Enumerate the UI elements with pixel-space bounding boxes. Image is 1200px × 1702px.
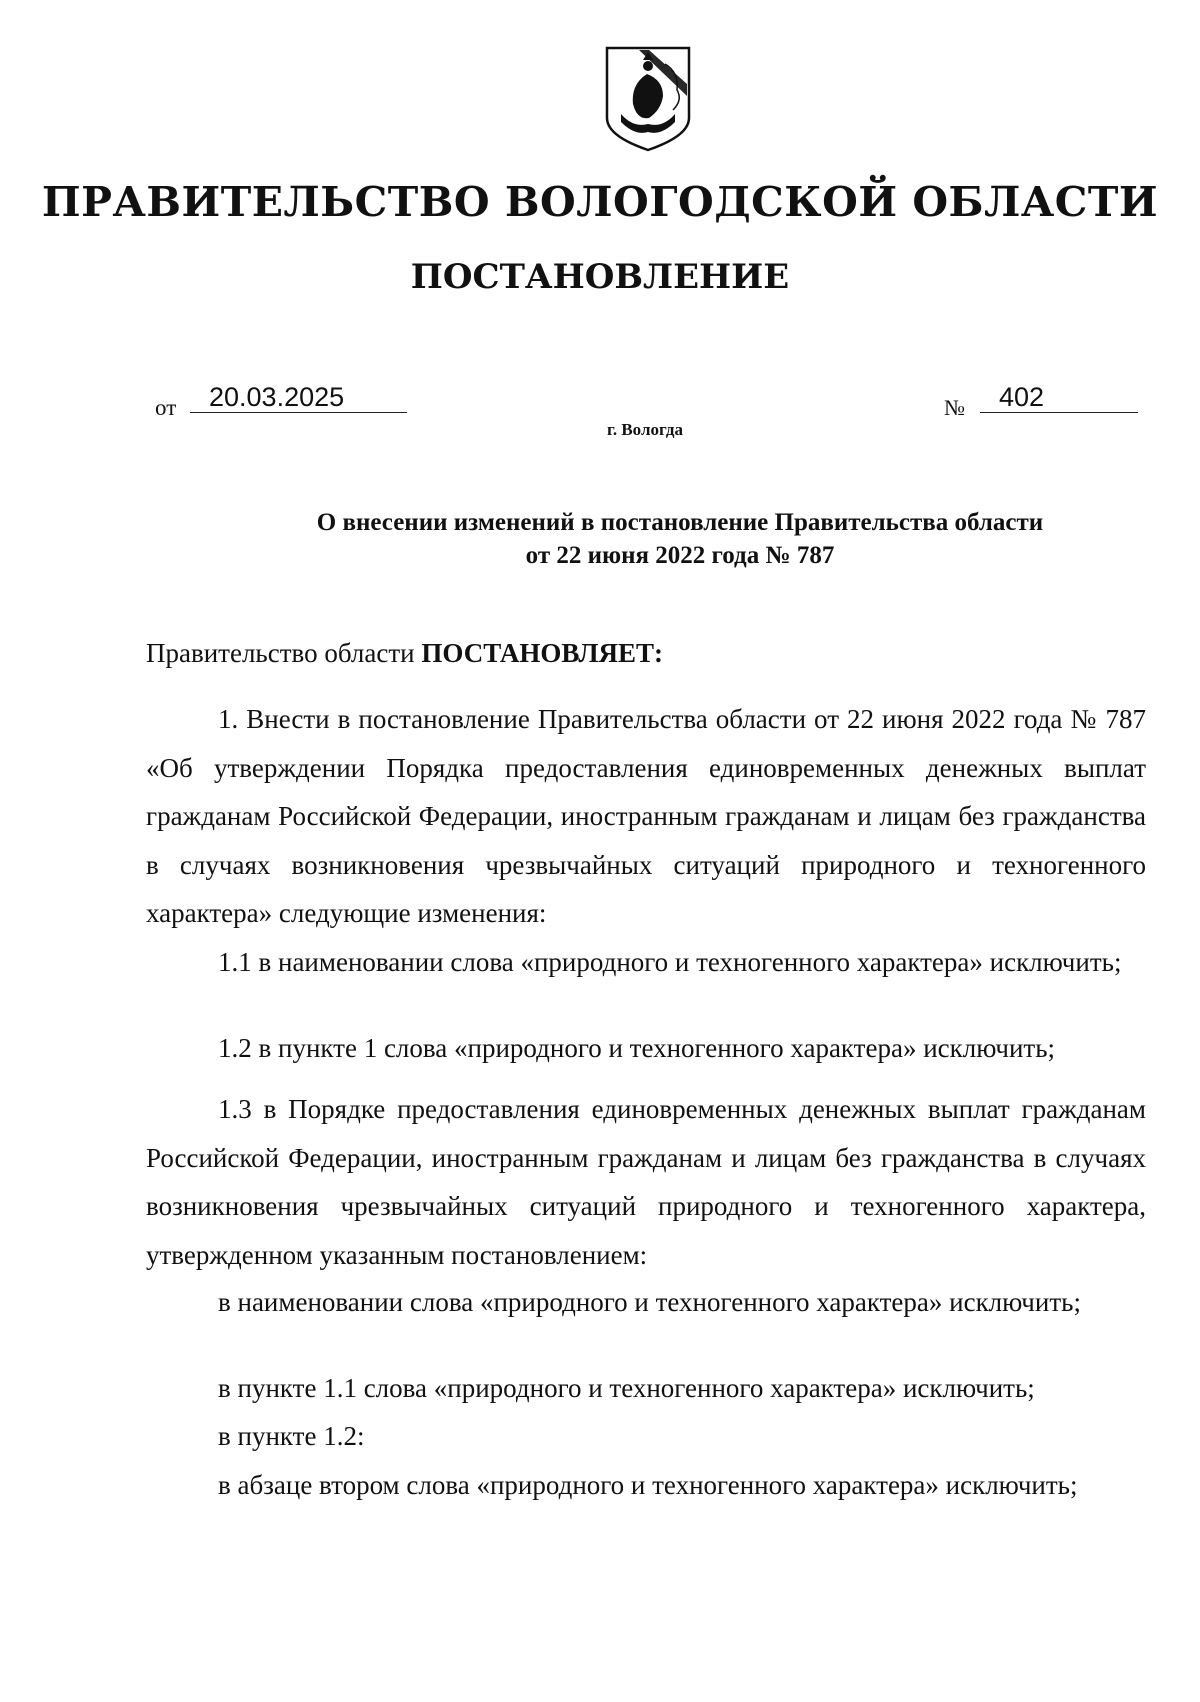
item-point-1-2: в пункте 1.2: xyxy=(218,1421,365,1451)
subject-line-2: от 22 июня 2022 года № 787 xyxy=(525,542,835,569)
subject-line-1: О внесении изменений в постановление Правительства области xyxy=(316,509,1044,536)
decree-statement xyxy=(146,638,663,669)
decree-word: ПОСТАНОВЛЯЕТ: xyxy=(421,638,663,668)
document-date: 20.03.2025 xyxy=(209,382,345,412)
organization-title: ПРАВИТЕЛЬСТВО ВОЛОГОДСКОЙ ОБЛАСТИ xyxy=(41,178,1159,226)
number-label: № xyxy=(944,395,965,420)
document-subject xyxy=(240,506,1120,572)
document-number: 402 xyxy=(999,382,1045,412)
item-name-change: в наименовании слова «природного и техногенного характера» исключить; xyxy=(218,1287,1081,1317)
number-field xyxy=(980,376,1138,413)
paragraph-1-1: 1.1 в наименовании слова «природного и техногенного характера» исключить; xyxy=(218,947,1122,977)
date-label: от xyxy=(155,395,177,420)
item-point-1-1: в пункте 1.1 слова «природного и техногенного характера» исключить; xyxy=(218,1373,1035,1403)
city-label: г. Вологда xyxy=(607,420,683,439)
decree-prefix: Правительство области xyxy=(146,638,415,668)
paragraph-1-3: 1.3 в Порядке предоставления единовременных денежных выплат гражданам Российской Федерации, иностранным гражданам и лицам без гражданства в случаях возникновения чрезвычайных ситуаций природного и техногенного характера, утвержденном указанным постановлением: xyxy=(146,1094,1146,1270)
item-paragraph-two: в абзаце втором слова «природного и техногенного характера» исключить; xyxy=(218,1470,1078,1500)
coat-of-arms-icon xyxy=(603,44,693,154)
paragraph-1-2: 1.2 в пункте 1 слова «природного и техногенного характера» исключить; xyxy=(218,1033,1056,1063)
paragraph-1: 1. Внести в постановление Правительства области от 22 июня 2022 года № 787 «Об утверждении Порядка предоставления единовременных денежных выплат гражданам Российской Федерации, иностранным гражданам и лицам без гражданства в случаях возникновения чрезвычайных ситуаций природного и техногенного характера» следующие изменения: xyxy=(146,704,1146,928)
date-field xyxy=(190,376,407,413)
document-type-title: ПОСТАНОВЛЕНИЕ xyxy=(410,257,790,297)
